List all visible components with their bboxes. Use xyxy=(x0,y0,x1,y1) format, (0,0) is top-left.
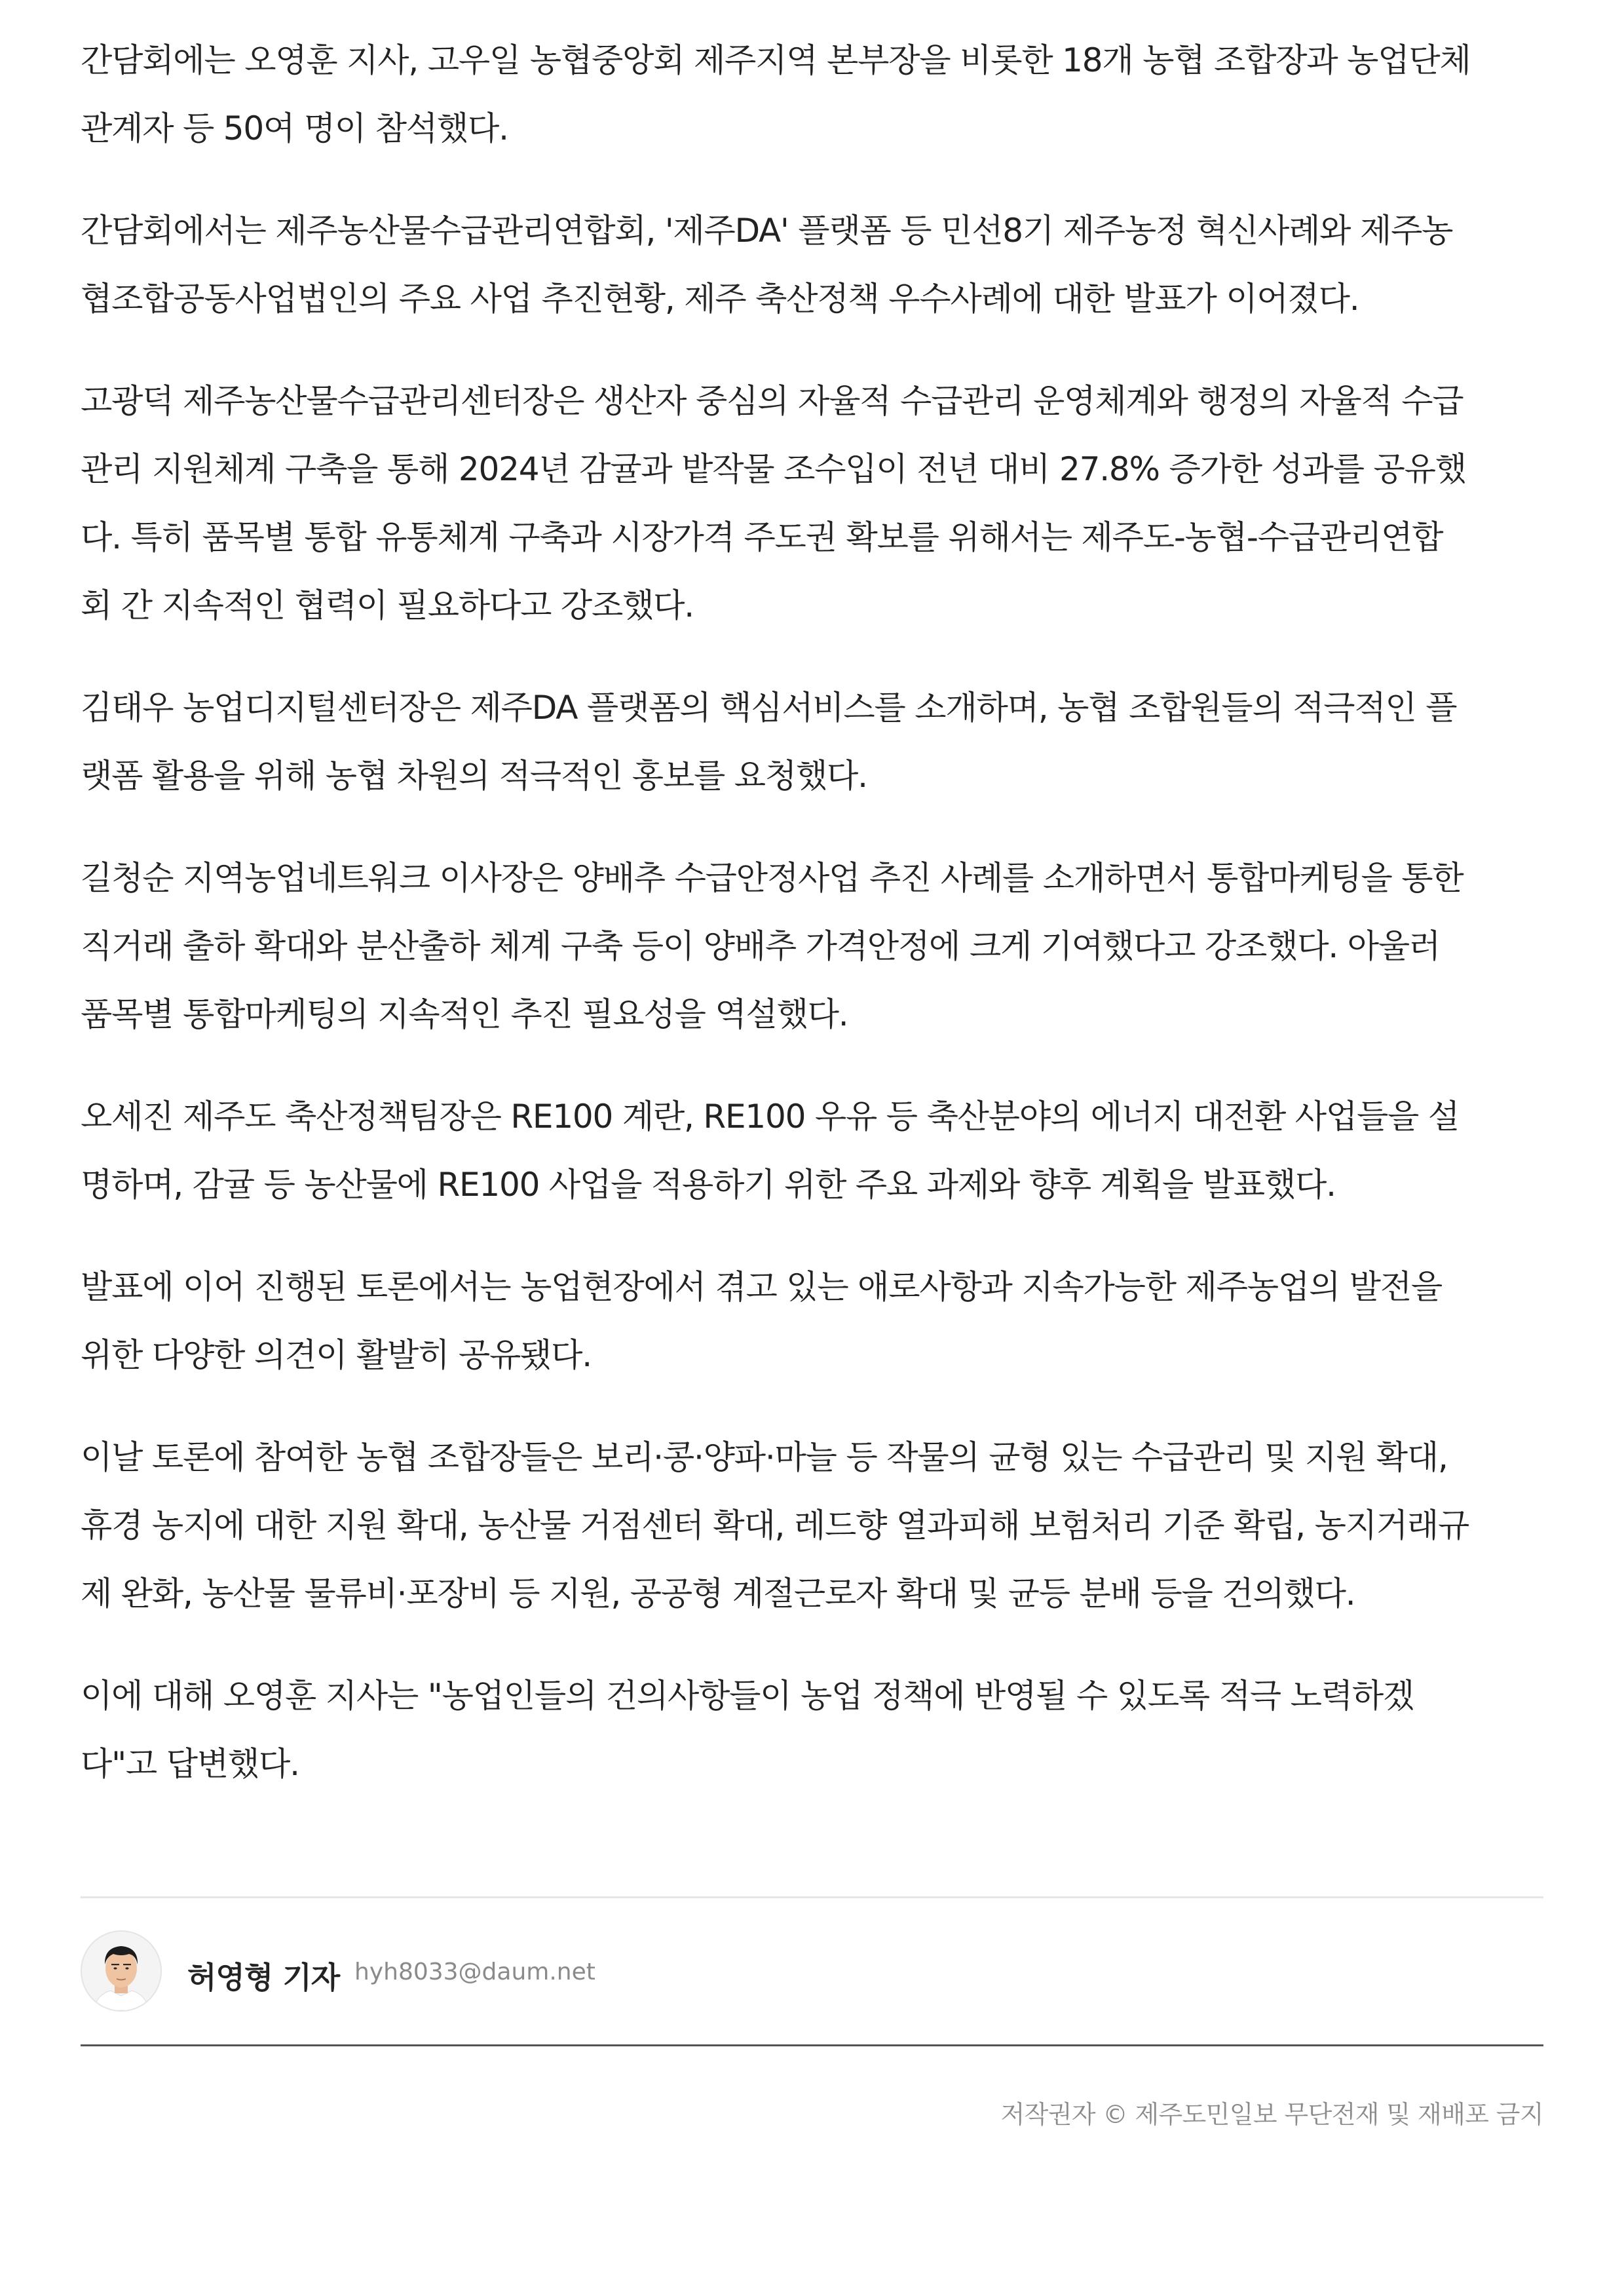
byline-divider xyxy=(81,1896,1543,1898)
reporter-name[interactable]: 허영형 기자 xyxy=(187,1960,340,1995)
paragraph-line: 간담회에서는 제주농산물수급관리연합회, '제주DA' 플랫폼 등 민선8기 제주농정 혁신사례와 제주농 xyxy=(81,212,1453,250)
article-paragraph xyxy=(81,367,1543,640)
article-body xyxy=(81,26,1543,1832)
paragraph-line: 위한 다양한 의견이 활발히 공유됐다. xyxy=(81,1336,592,1374)
paragraph-line: 오세진 제주도 축산정책팀장은 RE100 계란, RE100 우유 등 축산분야의 에너지 대전환 사업들을 설 xyxy=(81,1098,1459,1136)
reporter-avatar[interactable] xyxy=(81,1930,162,2012)
article-paragraph xyxy=(81,1082,1543,1219)
footer-divider xyxy=(81,2044,1543,2046)
paragraph-line: 품목별 통합마케팅의 지속적인 추진 필요성을 역설했다. xyxy=(81,995,848,1033)
reporter-byline xyxy=(81,1930,1543,2016)
article-paragraph xyxy=(81,26,1543,163)
paragraph-line: 제 완화, 농산물 물류비·포장비 등 지원, 공공형 계절근로자 확대 및 균등 분배 등을 건의했다. xyxy=(81,1575,1355,1613)
paragraph-line: 휴경 농지에 대한 지원 확대, 농산물 거점센터 확대, 레드향 열과피해 보험처리 기준 확립, 농지거래규 xyxy=(81,1506,1469,1544)
paragraph-line: 길청순 지역농업네트워크 이사장은 양배추 수급안정사업 추진 사례를 소개하면서 통합마케팅을 통한 xyxy=(81,859,1463,897)
paragraph-line: 회 간 지속적인 협력이 필요하다고 강조했다. xyxy=(81,586,694,624)
paragraph-line: 관리 지원체계 구축을 통해 2024년 감귤과 밭작물 조수입이 전년 대비 27.8% 증가한 성과를 공유했 xyxy=(81,450,1466,488)
paragraph-line: 다. 특히 품목별 통합 유통체계 구축과 시장가격 주도권 확보를 위해서는 제주도-농협-수급관리연합 xyxy=(81,518,1443,556)
paragraph-line: 발표에 이어 진행된 토론에서는 농업현장에서 겪고 있는 애로사항과 지속가능한 제주농업의 발전을 xyxy=(81,1268,1443,1306)
article-paragraph xyxy=(81,674,1543,810)
paragraph-line: 협조합공동사업법인의 주요 사업 추진현황, 제주 축산정책 우수사례에 대한 발표가 이어졌다. xyxy=(81,280,1359,318)
paragraph-line: 다"고 답변했다. xyxy=(81,1745,299,1783)
reporter-photo-icon xyxy=(82,1932,161,2010)
paragraph-line: 랫폼 활용을 위해 농협 차원의 적극적인 홍보를 요청했다. xyxy=(81,757,867,795)
paragraph-line: 이날 토론에 참여한 농협 조합장들은 보리·콩·양파·마늘 등 작물의 균형 있는 수급관리 및 지원 확대, xyxy=(81,1438,1448,1476)
paragraph-line: 김태우 농업디지털센터장은 제주DA 플랫폼의 핵심서비스를 소개하며, 농협 조합원들의 적극적인 플 xyxy=(81,689,1457,727)
article-paragraph xyxy=(81,844,1543,1048)
reporter-email[interactable]: hyh8033@daum.net xyxy=(354,1959,595,1985)
paragraph-line: 고광덕 제주농산물수급관리센터장은 생산자 중심의 자율적 수급관리 운영체계와 행정의 자율적 수급 xyxy=(81,382,1463,420)
paragraph-line: 이에 대해 오영훈 지사는 "농업인들의 건의사항들이 농업 정책에 반영될 수 있도록 적극 노력하겠 xyxy=(81,1677,1414,1715)
paragraph-line: 관계자 등 50여 명이 참석했다. xyxy=(81,109,508,147)
article-paragraph xyxy=(81,1423,1543,1628)
paragraph-line: 명하며, 감귤 등 농산물에 RE100 사업을 적용하기 위한 주요 과제와 향후 계획을 발표했다. xyxy=(81,1166,1336,1204)
paragraph-line: 직거래 출하 확대와 분산출하 체계 구축 등이 양배추 가격안정에 크게 기여했다고 강조했다. 아울러 xyxy=(81,927,1441,965)
article-paragraph xyxy=(81,1253,1543,1389)
article-paragraph xyxy=(81,1662,1543,1798)
article-paragraph xyxy=(81,197,1543,333)
copyright-notice: 저작권자 © 제주도민일보 무단전재 및 재배포 금지 xyxy=(1000,2100,1543,2129)
paragraph-line: 간담회에는 오영훈 지사, 고우일 농협중앙회 제주지역 본부장을 비롯한 18개 농협 조합장과 농업단체 xyxy=(81,41,1471,79)
